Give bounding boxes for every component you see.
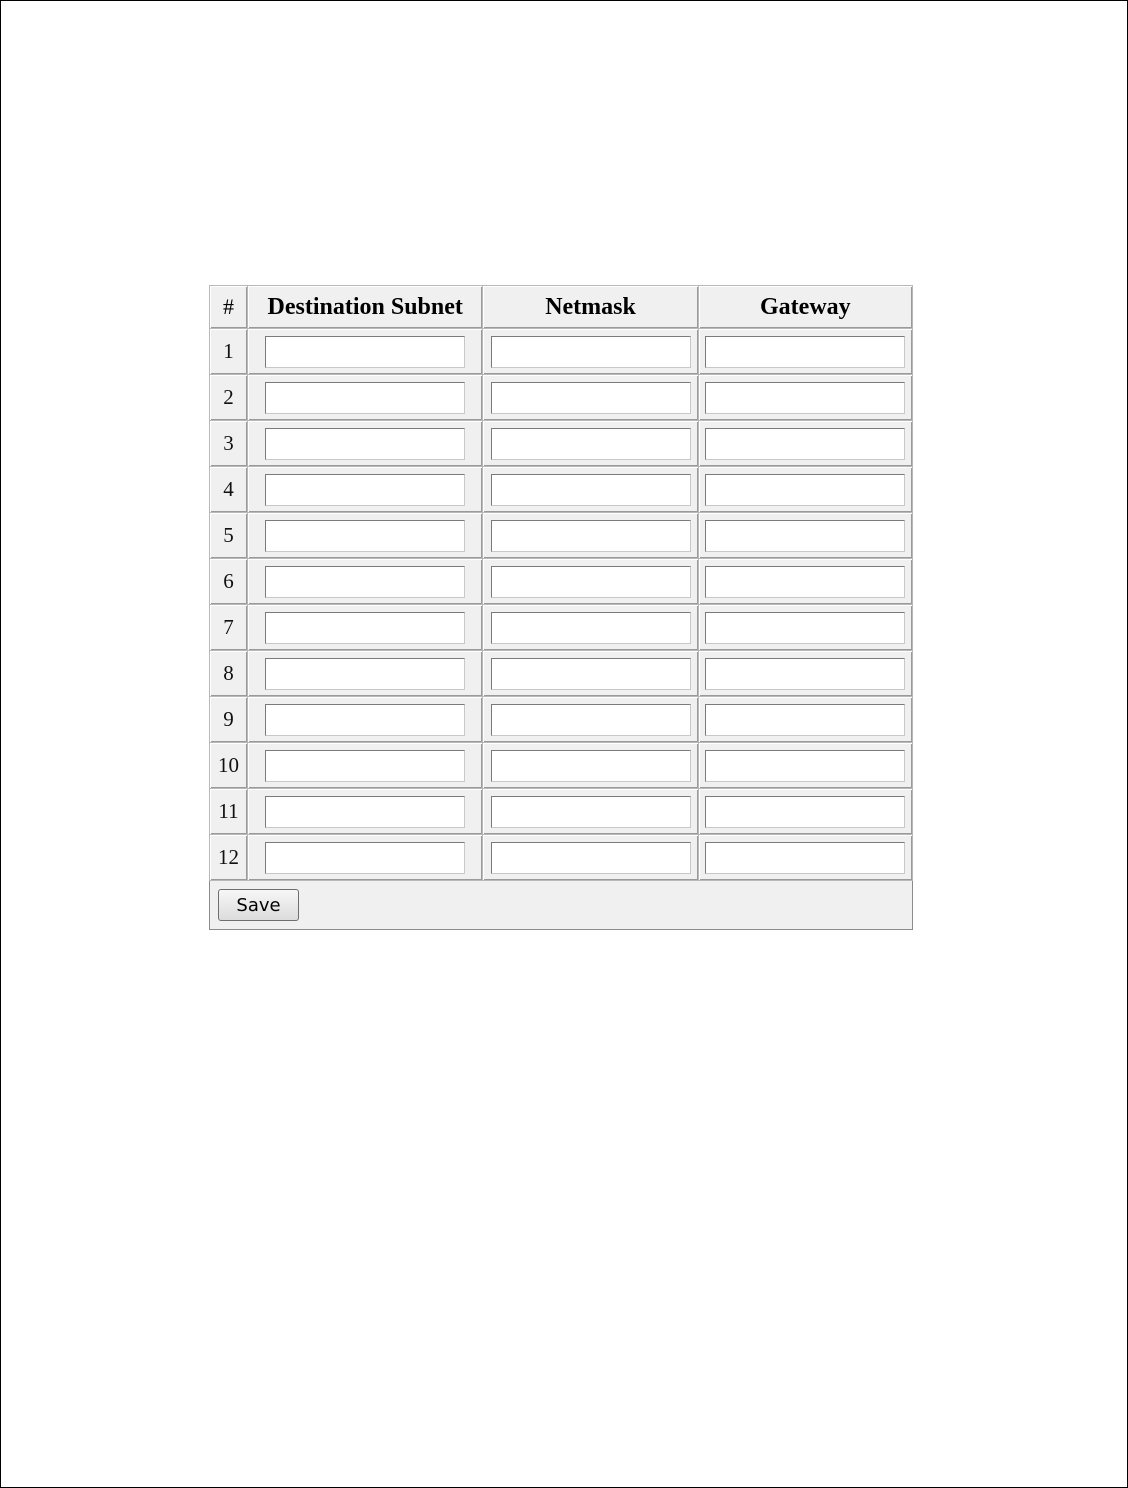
table-row	[210, 559, 913, 605]
netmask-input[interactable]	[491, 382, 691, 414]
row-number: 1	[210, 329, 248, 375]
gateway-input[interactable]	[705, 842, 905, 874]
table-row	[210, 743, 913, 789]
gateway-input[interactable]	[705, 796, 905, 828]
gateway-input[interactable]	[705, 336, 905, 368]
gateway-input[interactable]	[705, 704, 905, 736]
destination-subnet-input[interactable]	[265, 704, 465, 736]
table-row	[210, 467, 913, 513]
destination-subnet-input[interactable]	[265, 796, 465, 828]
destination-subnet-input[interactable]	[265, 658, 465, 690]
destination-subnet-input[interactable]	[265, 428, 465, 460]
table-row	[210, 329, 913, 375]
row-number: 8	[210, 651, 248, 697]
row-number: 6	[210, 559, 248, 605]
destination-subnet-input[interactable]	[265, 612, 465, 644]
column-header-number: #	[210, 286, 248, 329]
table-footer-row	[210, 881, 913, 930]
row-number: 2	[210, 375, 248, 421]
gateway-input[interactable]	[705, 428, 905, 460]
gateway-input[interactable]	[705, 520, 905, 552]
destination-subnet-input[interactable]	[265, 474, 465, 506]
save-button[interactable]: Save	[218, 889, 299, 921]
netmask-input[interactable]	[491, 796, 691, 828]
table-row	[210, 651, 913, 697]
row-number: 7	[210, 605, 248, 651]
table-row	[210, 375, 913, 421]
netmask-input[interactable]	[491, 842, 691, 874]
table-row	[210, 697, 913, 743]
destination-subnet-input[interactable]	[265, 520, 465, 552]
netmask-input[interactable]	[491, 704, 691, 736]
row-number: 9	[210, 697, 248, 743]
netmask-input[interactable]	[491, 658, 691, 690]
row-number: 12	[210, 835, 248, 881]
netmask-input[interactable]	[491, 750, 691, 782]
gateway-input[interactable]	[705, 566, 905, 598]
netmask-input[interactable]	[491, 474, 691, 506]
route-rows	[210, 329, 913, 881]
table-row	[210, 835, 913, 881]
destination-subnet-input[interactable]	[265, 336, 465, 368]
row-number: 4	[210, 467, 248, 513]
row-number: 5	[210, 513, 248, 559]
table-row	[210, 513, 913, 559]
gateway-input[interactable]	[705, 658, 905, 690]
destination-subnet-input[interactable]	[265, 842, 465, 874]
destination-subnet-input[interactable]	[265, 566, 465, 598]
column-header-gateway: Gateway	[698, 286, 912, 329]
column-header-destination-subnet: Destination Subnet	[248, 286, 483, 329]
netmask-input[interactable]	[491, 428, 691, 460]
gateway-input[interactable]	[705, 750, 905, 782]
destination-subnet-input[interactable]	[265, 750, 465, 782]
gateway-input[interactable]	[705, 612, 905, 644]
row-number: 3	[210, 421, 248, 467]
gateway-input[interactable]	[705, 382, 905, 414]
table-header-row	[210, 286, 913, 329]
netmask-input[interactable]	[491, 612, 691, 644]
gateway-input[interactable]	[705, 474, 905, 506]
static-route-table	[209, 285, 913, 930]
table-row	[210, 605, 913, 651]
column-header-netmask: Netmask	[483, 286, 698, 329]
table-row	[210, 789, 913, 835]
row-number: 11	[210, 789, 248, 835]
destination-subnet-input[interactable]	[265, 382, 465, 414]
table-row	[210, 421, 913, 467]
netmask-input[interactable]	[491, 520, 691, 552]
netmask-input[interactable]	[491, 336, 691, 368]
netmask-input[interactable]	[491, 566, 691, 598]
row-number: 10	[210, 743, 248, 789]
